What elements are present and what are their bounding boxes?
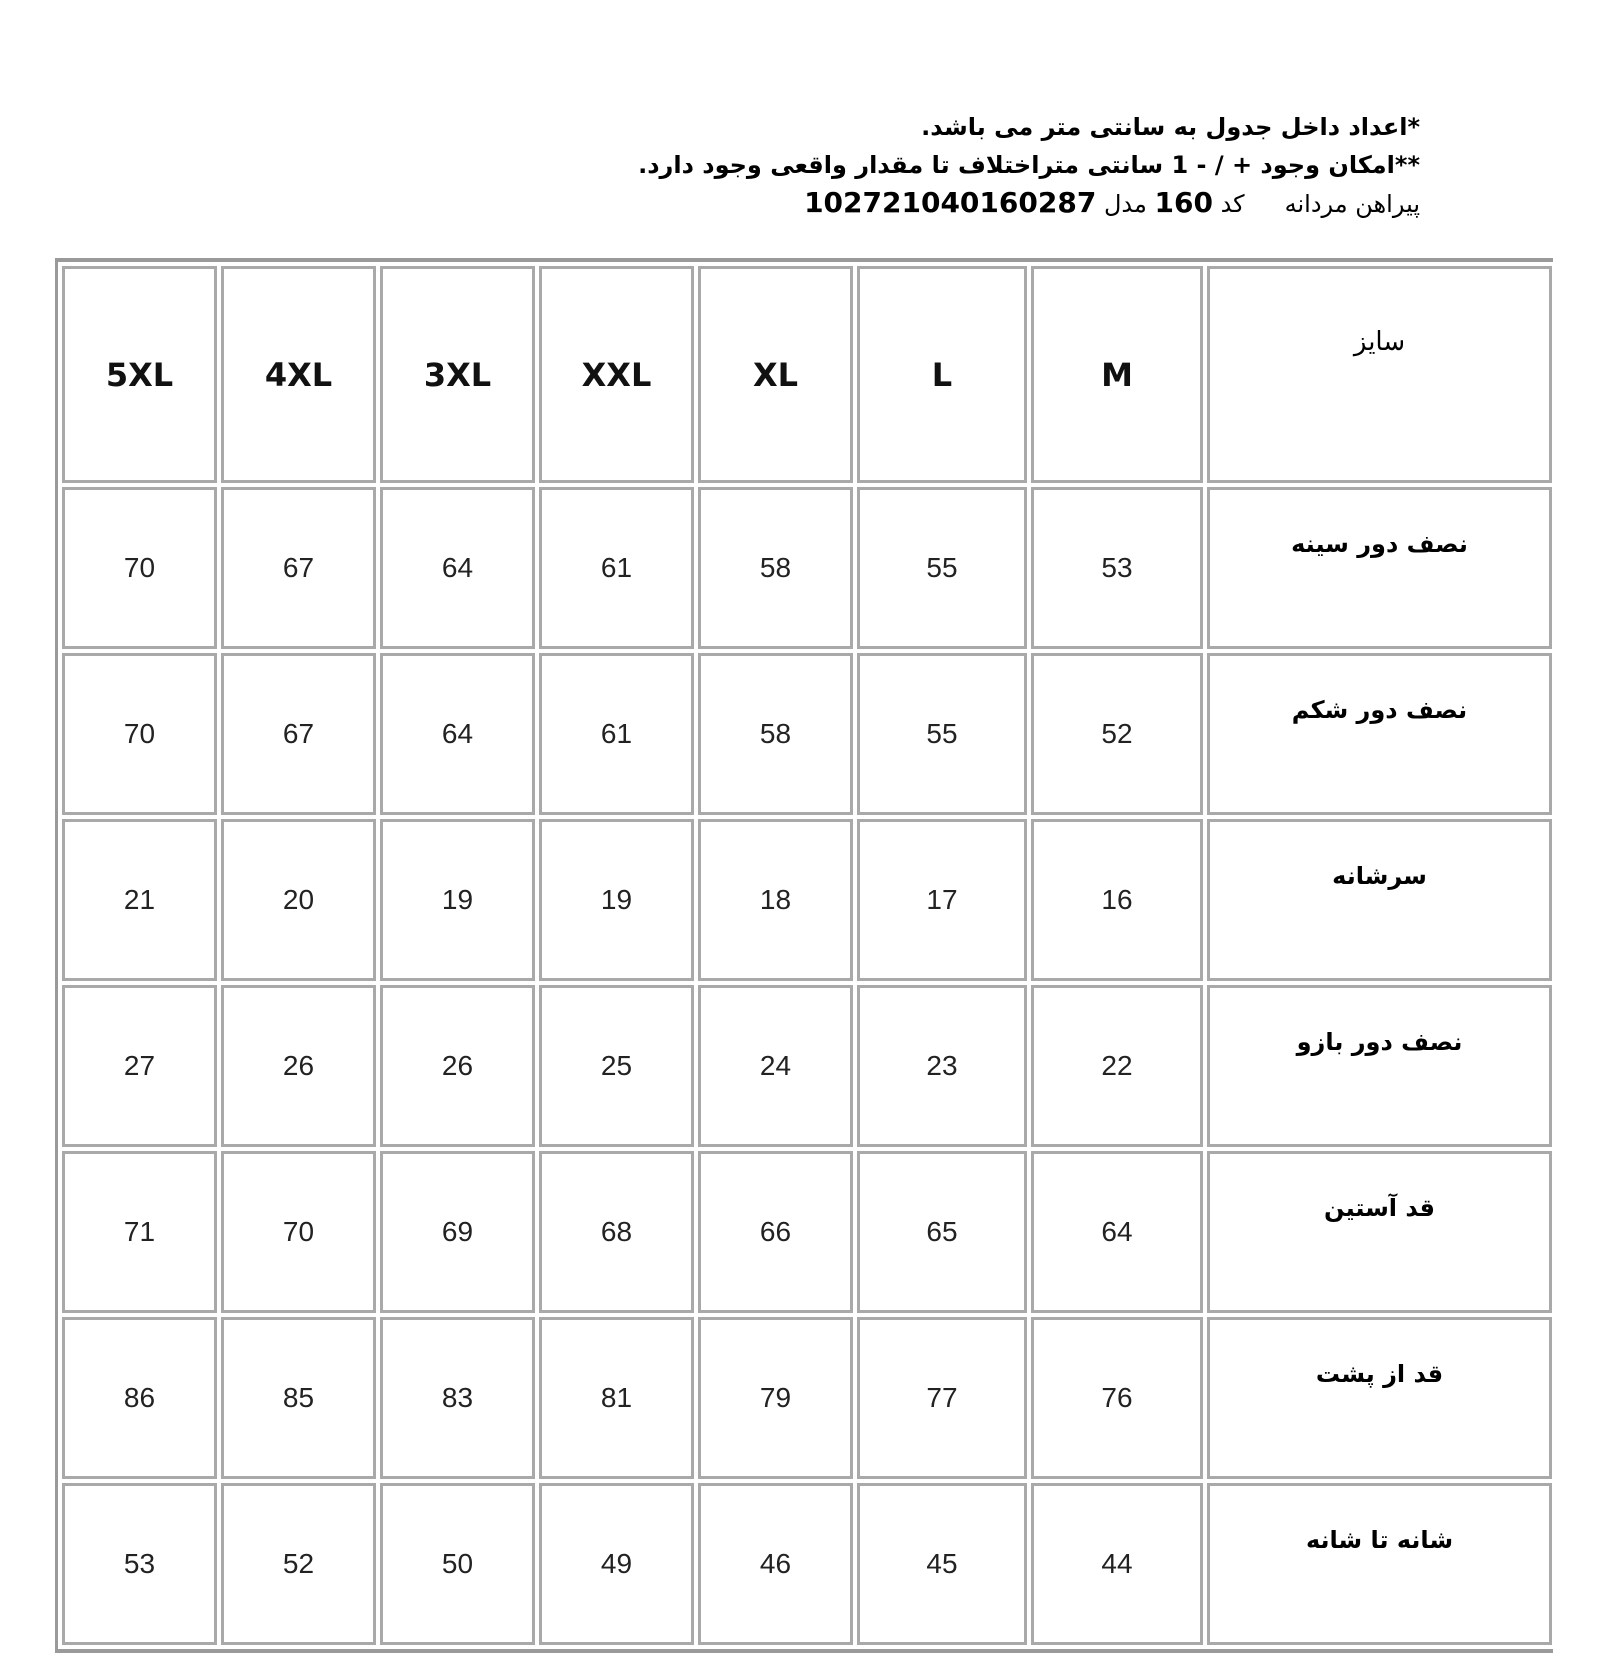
product-name: پیراهن مردانه [1284,190,1420,218]
note-tolerance: **امکان وجود + / - 1 سانتی متراختلاف تا مقدار واقعی وجود دارد. [638,151,1420,179]
size-notes [638,108,1420,223]
measurement-value: 55 [857,653,1027,815]
size-table-frame [55,258,1553,1653]
measurement-row [62,1151,1552,1313]
model-number: 102721040160287 [804,186,1097,219]
measurement-label: نصف دور سینه [1207,487,1552,649]
size-header-row [62,266,1552,483]
size-header-cell: 5XL [62,266,217,483]
measurement-value: 18 [698,819,853,981]
measurement-label: نصف دور شکم [1207,653,1552,815]
measurement-value: 68 [539,1151,694,1313]
measurement-row [62,1483,1552,1645]
measurement-value: 26 [380,985,535,1147]
measurement-value: 22 [1031,985,1203,1147]
measurement-value: 50 [380,1483,535,1645]
code-number: 160 [1154,186,1213,219]
measurement-value: 66 [698,1151,853,1313]
measurement-value: 49 [539,1483,694,1645]
measurement-value: 19 [380,819,535,981]
measurement-value: 70 [221,1151,376,1313]
size-header-cell: 4XL [221,266,376,483]
size-header-label: سایز [1207,266,1552,483]
size-header-cell: M [1031,266,1203,483]
size-table [58,262,1556,1649]
measurement-label: قد آستین [1207,1151,1552,1313]
measurement-value: 64 [380,653,535,815]
measurement-value: 44 [1031,1483,1203,1645]
measurement-value: 55 [857,487,1027,649]
measurement-row [62,653,1552,815]
measurement-value: 61 [539,487,694,649]
measurement-value: 23 [857,985,1027,1147]
note-units: *اعداد داخل جدول به سانتی متر می باشد. [921,113,1420,141]
measurement-value: 16 [1031,819,1203,981]
measurement-value: 21 [62,819,217,981]
measurement-row [62,985,1552,1147]
measurement-value: 79 [698,1317,853,1479]
size-header-cell: XL [698,266,853,483]
measurement-value: 81 [539,1317,694,1479]
measurement-value: 61 [539,653,694,815]
size-header-cell: XXL [539,266,694,483]
measurement-value: 25 [539,985,694,1147]
measurement-value: 19 [539,819,694,981]
measurement-label: قد از پشت [1207,1317,1552,1479]
measurement-value: 27 [62,985,217,1147]
measurement-value: 45 [857,1483,1027,1645]
size-table-body [62,266,1552,1645]
measurement-row [62,487,1552,649]
measurement-value: 52 [221,1483,376,1645]
measurement-value: 26 [221,985,376,1147]
product-line [638,184,1420,223]
measurement-value: 52 [1031,653,1203,815]
measurement-label: سرشانه [1207,819,1552,981]
measurement-value: 20 [221,819,376,981]
measurement-value: 70 [62,487,217,649]
measurement-value: 46 [698,1483,853,1645]
measurement-value: 77 [857,1317,1027,1479]
measurement-value: 67 [221,487,376,649]
measurement-value: 64 [380,487,535,649]
measurement-value: 76 [1031,1317,1203,1479]
measurement-label: نصف دور بازو [1207,985,1552,1147]
measurement-label: شانه تا شانه [1207,1483,1552,1645]
measurement-value: 86 [62,1317,217,1479]
measurement-row [62,1317,1552,1479]
measurement-value: 58 [698,653,853,815]
size-header-cell: L [857,266,1027,483]
measurement-value: 58 [698,487,853,649]
measurement-value: 70 [62,653,217,815]
measurement-value: 83 [380,1317,535,1479]
measurement-value: 24 [698,985,853,1147]
model-label: مدل [1103,190,1147,218]
measurement-value: 69 [380,1151,535,1313]
measurement-value: 53 [62,1483,217,1645]
measurement-value: 64 [1031,1151,1203,1313]
measurement-value: 17 [857,819,1027,981]
measurement-value: 71 [62,1151,217,1313]
measurement-value: 65 [857,1151,1027,1313]
code-label: کد [1220,190,1245,218]
measurement-row [62,819,1552,981]
measurement-value: 53 [1031,487,1203,649]
measurement-value: 85 [221,1317,376,1479]
size-header-cell: 3XL [380,266,535,483]
measurement-value: 67 [221,653,376,815]
